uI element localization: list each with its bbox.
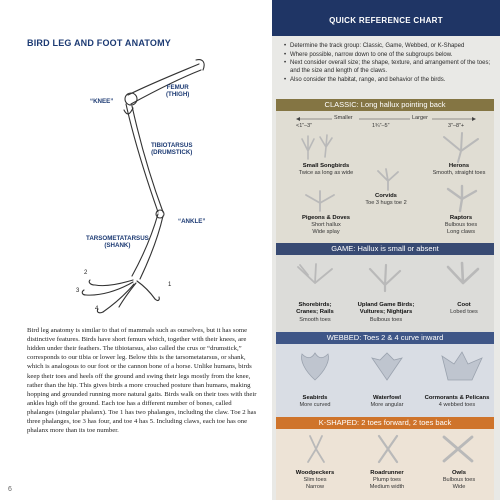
tibiotarsus-label-sub: (DRUMSTICK) (151, 149, 193, 157)
woodpecker-track-icon (296, 433, 336, 465)
group-name: Raptors (449, 215, 473, 221)
page-number: 6 (8, 486, 12, 493)
group-desc: Narrow (305, 484, 325, 491)
toe-4-label: 4 (95, 306, 99, 312)
seabird-track-icon (292, 350, 338, 386)
group-name: Pigeons & Doves (301, 215, 351, 221)
group-desc: Slim toes (303, 477, 327, 484)
instructions-list (284, 42, 494, 84)
quick-reference-title: QUICK REFERENCE CHART (329, 16, 443, 25)
group-desc: Toe 3 hugs toe 2 (365, 200, 407, 207)
group-name: Upland Game Birds; (357, 302, 415, 308)
group-desc: Lobed toes (450, 309, 478, 316)
group-name: Woodpeckers (295, 470, 335, 476)
size-medium: 1¾”–5” (372, 123, 390, 129)
larger-label: Larger (412, 115, 428, 121)
game-section (276, 255, 494, 332)
owl-track-icon (436, 433, 480, 465)
toe-2-label: 2 (84, 270, 88, 276)
tarsometatarsus-label-sub: (SHANK) (104, 242, 131, 250)
group-name: Herons (448, 163, 470, 169)
right-page (272, 0, 500, 500)
femur-label-text: FEMUR (166, 84, 189, 91)
femur-label-sub: (THIGH) (166, 91, 190, 99)
instruction-item: • Next consider overall size; the shape, texture, and arrangement of the toes; and the size and length of the claws. (284, 59, 494, 75)
group-name: Shorebirds; (298, 302, 332, 308)
group-coot (436, 302, 492, 316)
group-roadrunner (352, 470, 422, 491)
game-band: GAME: Hallux is small or absent (276, 243, 494, 255)
group-desc: More curved (299, 402, 331, 409)
group-desc: Short hallux (311, 222, 341, 229)
upland-game-track-icon (360, 261, 410, 295)
group-shorebirds (280, 302, 350, 324)
group-pigeons-doves (288, 215, 364, 236)
group-name-2: Vultures; Nightjars (359, 309, 413, 316)
group-raptors (428, 215, 494, 236)
knee-label: “KNEE” (90, 98, 114, 105)
group-desc: Smooth, straight toes (432, 170, 486, 177)
tibiotarsus-label-text: TIBIOTARSUS (151, 142, 193, 149)
anatomy-body-text: Bird leg anatomy is similar to that of mammals such as ourselves, but it has some distinctive features. Birds have short femurs which, together with their knees, are hidden under their feathers. The tibiotarsus, also called the crus or “drumstick,” corresponds to our tibia or lower leg. Below this is the tarsometatarsus, or shank, which is analogous to our foot or the cannon bone of a horse. Unlike humans, birds keep their toes and heels off the ground and swing their legs mostly from the knee, rather than the hip. This gives birds a more crouched posture than humans, making hopping and grounded running more natural gaits. Birds walk on their toes with their ankles high off the ground. Each toe has a different number of bones, called phalanges (singular phalanx). Toe 1 has two phalanges, including the claw. Toe 2 has three phalanges, toe 3 has four, and toe 4 has 5. Including claws, each toe has one phalanx more than its toe number. (27, 327, 257, 435)
corvid-track-icon (368, 167, 408, 191)
group-upland-game-birds (346, 302, 426, 324)
group-name: Coot (457, 302, 471, 308)
group-desc: Smooth toes (299, 316, 331, 323)
instruction-item: • Determine the track group: Classic, Game, Webbed, or K-Shaped (284, 42, 494, 50)
group-desc: Plump toes (373, 477, 401, 484)
classic-section (276, 111, 494, 243)
quick-reference-header (272, 0, 500, 36)
group-corvids (348, 193, 424, 207)
group-seabirds (280, 395, 350, 409)
group-desc: 4 webbed toes (438, 402, 476, 409)
tibiotarsus-label (151, 142, 192, 157)
group-name: Seabirds (302, 395, 328, 401)
roadrunner-track-icon (368, 433, 408, 465)
ankle-label: “ANKLE” (178, 218, 206, 225)
group-name: Corvids (375, 193, 397, 199)
cormorant-track-icon (438, 350, 488, 386)
instruction-item: • Also consider the habitat, range, and behavior of the birds. (284, 76, 494, 84)
webbed-band: WEBBED: Toes 2 & 4 curve inward (276, 332, 494, 344)
pigeon-track-icon (300, 189, 340, 215)
size-large: 3”–8”+ (448, 123, 465, 129)
group-desc: Wide splay (312, 229, 340, 236)
leg-skeleton-illustration (0, 50, 272, 320)
group-small-songbirds (288, 163, 364, 177)
group-owls (424, 470, 494, 491)
heron-track-icon (436, 131, 486, 163)
toe-1-label: 1 (168, 282, 172, 288)
group-name: Owls (451, 470, 467, 476)
toe-3-label: 3 (76, 288, 80, 294)
kshaped-section (276, 429, 494, 500)
group-woodpeckers (280, 470, 350, 491)
group-desc: Twice as long as wide (298, 170, 354, 177)
group-desc: Bulbous toes (442, 477, 476, 484)
tarsometatarsus-label-text: TARSOMETATARSUS (86, 235, 149, 242)
group-name: Small Songbirds (302, 163, 350, 169)
group-desc: Medium width (369, 484, 405, 491)
tarsometatarsus-label (86, 235, 149, 250)
group-name-2: Cranes; Rails (296, 309, 334, 316)
instruction-item: • Where possible, narrow down to one of the subgroups below. (284, 51, 494, 59)
coot-track-icon (438, 261, 488, 295)
webbed-section (276, 344, 494, 417)
waterfowl-track-icon (364, 350, 410, 386)
group-name: Waterfowl (373, 395, 401, 401)
kshaped-band: K-SHAPED: 2 toes forward, 2 toes back (276, 417, 494, 429)
size-small: <1”–3” (296, 123, 313, 129)
raptor-track-icon (440, 183, 484, 213)
group-desc: More angular (370, 402, 404, 409)
femur-label (166, 84, 189, 99)
shorebird-track-icon (290, 261, 340, 295)
smaller-label: Smaller (334, 115, 353, 121)
page-title: BIRD LEG AND FOOT ANATOMY (27, 38, 171, 48)
songbird-track-icon (298, 133, 338, 161)
group-herons (426, 163, 492, 177)
group-name: Roadrunner (370, 470, 404, 476)
group-desc: Wide (452, 484, 466, 491)
group-name: Cormorants & Pelicans (424, 395, 490, 401)
classic-band: CLASSIC: Long hallux pointing back (276, 99, 494, 111)
group-waterfowl (352, 395, 422, 409)
group-desc: Long claws (447, 229, 475, 236)
group-desc: Bulbous toes (444, 222, 478, 229)
group-desc: Bulbous toes (369, 316, 403, 323)
group-cormorants-pelicans (420, 395, 494, 409)
leg-diagram (0, 50, 272, 320)
